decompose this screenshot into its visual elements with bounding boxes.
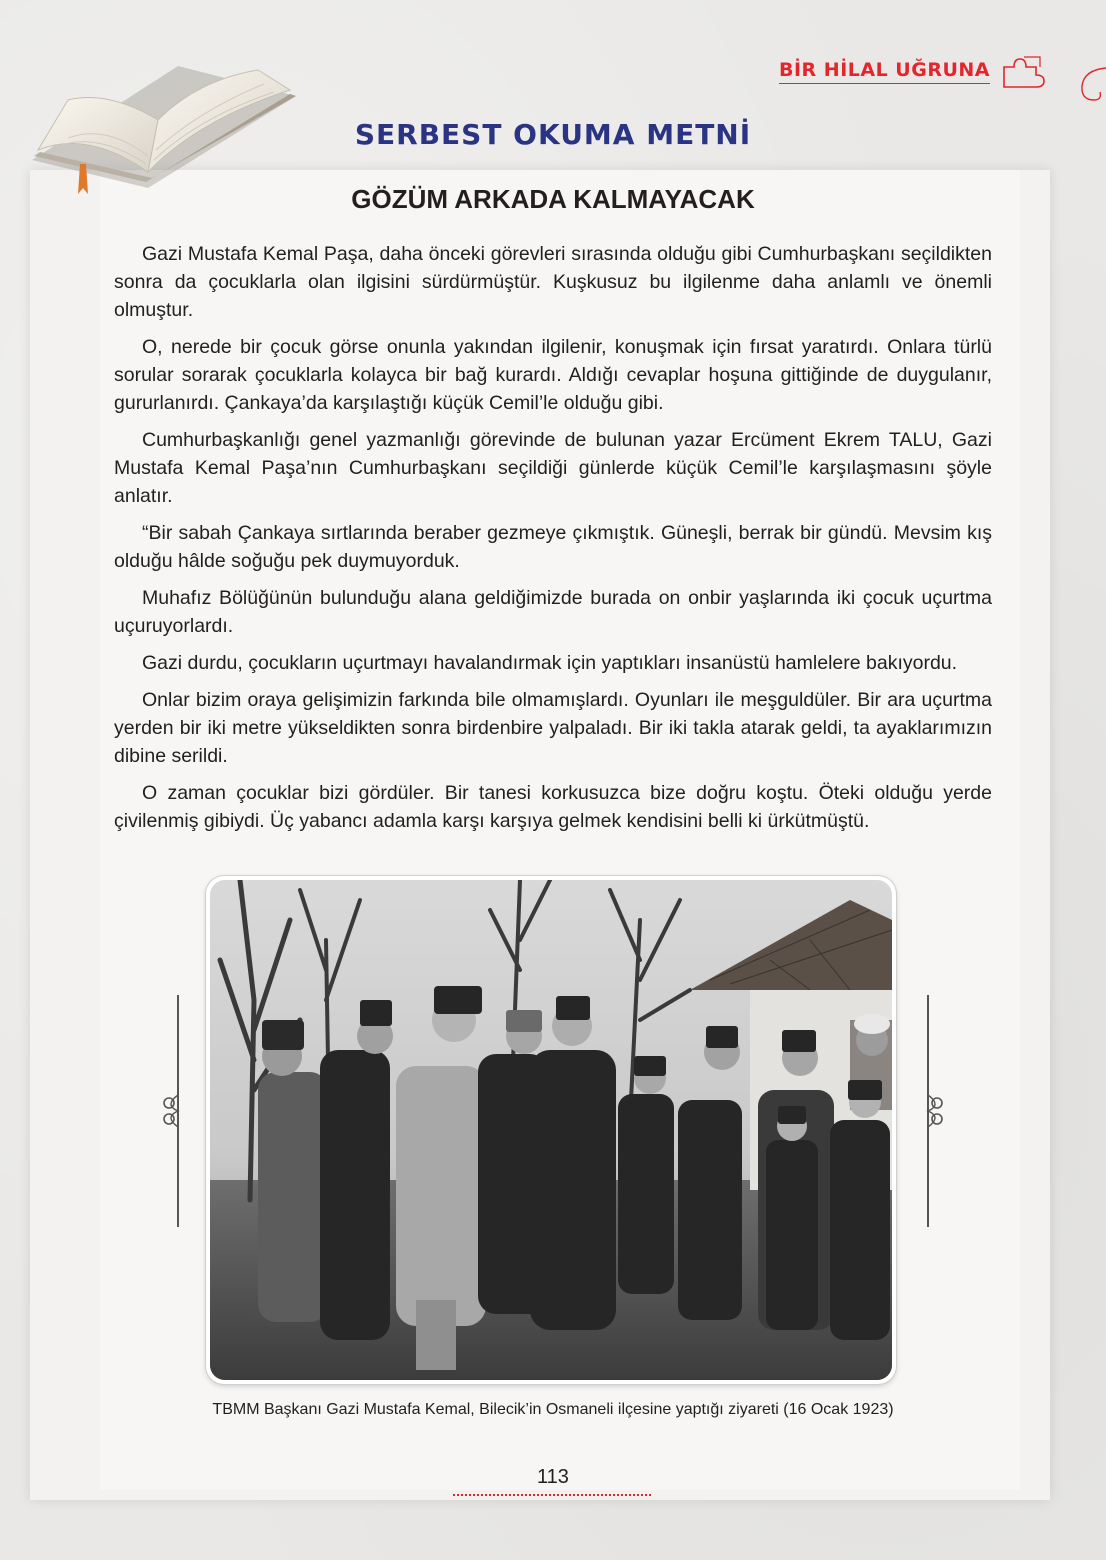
paragraph: Cumhurbaşkanlığı genel yazmanlığı görevinde de bulunan yazar Ercüment Ekrem TALU, Gazi Mustafa Kemal Paşa’nın Cumhurbaşkanı seçildiği günlerde küçük Cemil’le karşılaşmasını şöyle anlatır. [114,429,992,507]
paragraph: Gazi Mustafa Kemal Paşa, daha önceki görevleri sırasında olduğu gibi Cumhurbaşkanı seçildikten sonra da çocuklarla olan ilgisini sürdürmüştür. Kuşkusuz bu ilgilenme daha anlamlı ve önemli olmuştur. [114,243,992,321]
left-ornament-icon [160,995,188,1227]
puzzle-icon [1000,53,1046,89]
page-number: 113 [537,1466,569,1488]
section-title: SERBEST OKUMA METNİ [354,118,752,151]
story-body [114,240,992,844]
photo-caption: TBMM Başkanı Gazi Mustafa Kemal, Bilecik’in Osmaneli ilçesine yaptığı ziyareti (16 Ocak 1923) [212,1401,894,1418]
paragraph: Muhafız Bölüğünün bulunduğu alana geldiğimizde burada on onbir yaşlarında iki çocuk uçurtma uçuruyorlardı. [114,587,992,637]
paragraph: O, nerede bir çocuk görse onunla yakından ilgilenir, konuşmak için fırsat yaratırdı. Onlara türlü sorular sorarak çocuklarla kolayca bir bağ kurardı. Aldığı cevaplar hoşuna gittiğinde de duygulanır, gururlanırdı. Çankaya’da karşılaştığı küçük Cemil’le olduğu gibi. [114,336,992,414]
paragraph: “Bir sabah Çankaya sırtlarında beraber gezmeye çıkmıştık. Güneşli, berrak bir gündü. Mevsim kış olduğu hâlde soğuğu pek duymuyorduk. [114,522,992,572]
paragraph: Onlar bizim oraya gelişimizin farkında bile olmamışlardı. Oyunları ile meşguldüler. Bir ara uçurtma yerden bir iki metre yükseldikten sonra birdenbire yalpaladı. Bir iki takla atarak geldi, ta ayaklarımızın dibine serildi. [114,689,992,767]
series-title: BİR HİLAL UĞRUNA [779,59,990,84]
page-number-underline [453,1492,653,1498]
historical-photo [210,880,892,1380]
right-ornament-icon [918,995,946,1227]
story-title: GÖZÜM ARKADA KALMAYACAK [351,184,755,214]
paragraph: Gazi durdu, çocukların uçurtmayı havalandırmak için yaptıkları insanüstü hamlelere bakıyordu. [142,652,958,674]
series-header [779,54,1046,88]
photo-frame [206,876,896,1384]
paragraph: O zaman çocuklar bizi gördüler. Bir tanesi korkusuzca bize doğru koştu. Öteki olduğu yerde çivilenmiş gibiydi. Üç yabancı adamla karşı karşıya gelmek kendisini belli ki ürkütmüştü. [114,782,992,832]
decorative-curl-icon [1066,60,1106,110]
